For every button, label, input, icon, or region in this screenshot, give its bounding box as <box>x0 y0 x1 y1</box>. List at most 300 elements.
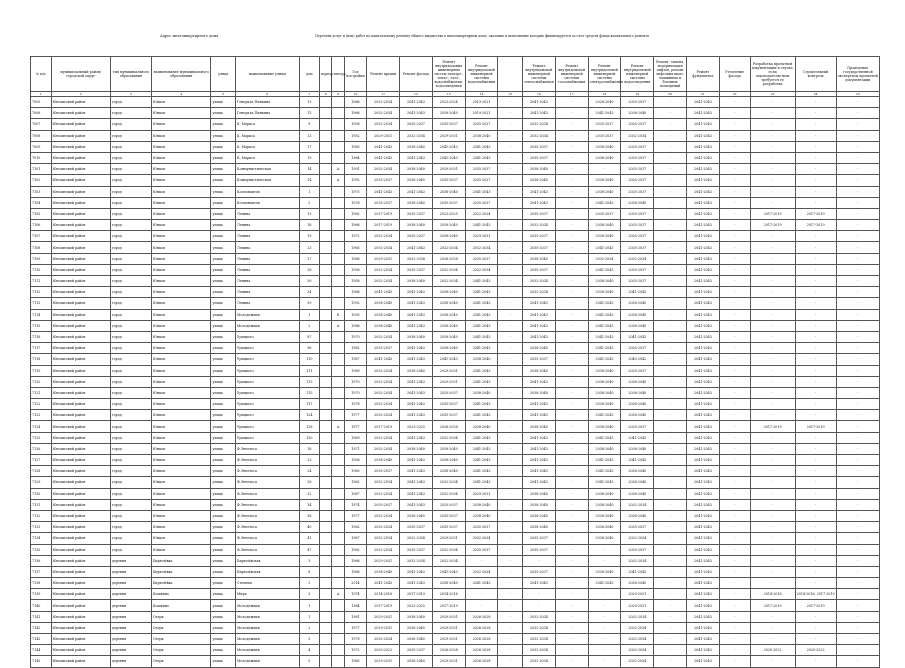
table-cell: 2029-2031 <box>367 611 400 622</box>
table-cell: 2038-2040 <box>400 656 433 667</box>
table-cell: 2038-2040 <box>523 522 556 533</box>
table-cell: 2041-2043 <box>588 264 621 275</box>
table-cell: 2041-2043 <box>687 242 720 253</box>
table-cell: - <box>654 97 687 108</box>
table-cell: 2041-2043 <box>687 443 720 454</box>
table-cell: 2032-2034 <box>432 242 465 253</box>
table-row <box>31 119 880 130</box>
table-cell: 2029-2031 <box>367 656 400 667</box>
table-cell: 2032-2034 <box>367 634 400 645</box>
table-cell: 2028-2040 <box>588 97 621 108</box>
table-cell: 2038-2040 <box>588 443 621 454</box>
table-cell: - <box>719 578 750 589</box>
table-cell: Б <box>332 309 344 320</box>
table-cell: - <box>498 331 523 342</box>
table-cell: 2038-2040 <box>588 376 621 387</box>
table-cell: - <box>555 555 588 566</box>
table-cell: - <box>836 208 879 219</box>
table-cell: Юношеский район <box>51 320 110 331</box>
table-cell: 2035-2037 <box>621 220 654 231</box>
table-cell: 1971 <box>344 443 367 454</box>
table-cell: - <box>836 421 879 432</box>
table-cell: 2035-2037 <box>400 264 433 275</box>
table-row <box>31 276 880 287</box>
table-cell: 1977 <box>344 622 367 633</box>
table-cell: - <box>555 276 588 287</box>
table-cell: Озерк <box>151 622 210 633</box>
table-cell: 2038-2040 <box>400 611 433 622</box>
table-cell <box>332 331 344 342</box>
table-cell: 2038-2040 <box>621 108 654 119</box>
table-cell: - <box>750 544 795 555</box>
table-cell: 2032-2034 <box>400 555 433 566</box>
table-cell: 2041-2043 <box>687 499 720 510</box>
table-cell: улица <box>211 376 236 387</box>
table-cell: улица <box>211 522 236 533</box>
table-cell: улица <box>211 152 236 163</box>
table-cell: Юношеский район <box>51 175 110 186</box>
table-cell: 2038-2040 <box>523 253 556 264</box>
table-cell: Молодежная <box>236 656 300 667</box>
table-cell: Бирюлёвская <box>236 566 300 577</box>
table-cell <box>320 309 332 320</box>
table-cell: 2017-2019 <box>750 600 795 611</box>
table-cell: 7102 <box>31 175 52 186</box>
table-cell: 2041-2043 <box>523 320 556 331</box>
column-number: 13 <box>432 92 465 97</box>
table-cell <box>332 510 344 521</box>
table-cell: - <box>750 287 795 298</box>
table-cell: 3 <box>299 555 320 566</box>
table-cell: Юнков <box>151 443 210 454</box>
table-cell: 2032-2034 <box>432 555 465 566</box>
table-cell <box>332 477 344 488</box>
table-row <box>31 343 880 354</box>
table-cell: 2041-2043 <box>432 354 465 365</box>
table-cell: - <box>498 645 523 656</box>
column-number: 18 <box>588 92 621 97</box>
table-cell: 7130 <box>31 488 52 499</box>
table-cell: - <box>836 376 879 387</box>
table-cell: - <box>555 522 588 533</box>
table-cell: Юнков <box>151 141 210 152</box>
table-cell: 1986 <box>344 320 367 331</box>
table-cell: улица <box>211 645 236 656</box>
table-cell: - <box>795 298 836 309</box>
table-cell: Ленина <box>236 231 300 242</box>
table-cell: 2038-2040 <box>400 164 433 175</box>
table-cell: - <box>836 533 879 544</box>
table-cell: - <box>555 455 588 466</box>
column-header: Ремонт крыши <box>367 57 400 92</box>
table-cell: Юнков <box>151 231 210 242</box>
table-row <box>31 141 880 152</box>
table-cell: - <box>555 421 588 432</box>
table-cell: - <box>795 488 836 499</box>
table-cell: 2032-2034 <box>621 645 654 656</box>
table-cell: Юношеский район <box>51 264 110 275</box>
table-cell: 2038-2040 <box>621 466 654 477</box>
table-cell: - <box>555 242 588 253</box>
table-cell: - <box>498 97 523 108</box>
table-cell: 2038-2040 <box>621 298 654 309</box>
table-cell: 2038-2040 <box>588 533 621 544</box>
table-cell: 2041-2043 <box>523 399 556 410</box>
table-cell: 28 <box>299 264 320 275</box>
table-cell: 2041-2043 <box>400 298 433 309</box>
table-cell: 2029-2031 <box>432 533 465 544</box>
table-cell: Юношеский район <box>51 287 110 298</box>
table-cell: 1958 <box>344 119 367 130</box>
table-cell: деревня <box>110 555 151 566</box>
table-cell: 2038-2040 <box>588 186 621 197</box>
table-cell: - <box>523 589 556 600</box>
table-cell: Юношеский район <box>51 387 110 398</box>
table-cell: 2038-2040 <box>588 387 621 398</box>
column-number: 15 <box>498 92 523 97</box>
table-cell: 32 <box>299 488 320 499</box>
table-cell: город <box>110 231 151 242</box>
table-cell: - <box>750 164 795 175</box>
table-cell: - <box>719 611 750 622</box>
table-cell: улица <box>211 108 236 119</box>
table-cell: 2022-2024 <box>465 208 498 219</box>
table-cell: 1962 <box>344 544 367 555</box>
table-cell: - <box>555 197 588 208</box>
table-cell: - <box>836 141 879 152</box>
table-cell: - <box>555 287 588 298</box>
column-number: 16 <box>523 92 556 97</box>
table-cell <box>320 578 332 589</box>
table-cell: - <box>795 175 836 186</box>
table-cell: - <box>795 376 836 387</box>
table-cell: 2041-2043 <box>465 320 498 331</box>
table-cell: улица <box>211 600 236 611</box>
table-cell: - <box>498 175 523 186</box>
table-row <box>31 566 880 577</box>
table-cell: улица <box>211 656 236 667</box>
table-cell: 2041-2043 <box>400 376 433 387</box>
table-cell: 2041-2043 <box>621 566 654 577</box>
table-row <box>31 253 880 264</box>
table-cell: 2029-2031 <box>432 164 465 175</box>
table-cell: 2041-2043 <box>367 152 400 163</box>
table-cell: К. Маркса <box>236 152 300 163</box>
table-cell: - <box>588 555 621 566</box>
table-cell: 2041-2043 <box>400 320 433 331</box>
table-cell: 1972 <box>344 231 367 242</box>
table-cell: - <box>654 387 687 398</box>
table-cell: Юношеский район <box>51 253 110 264</box>
table-cell: Ленина <box>236 242 300 253</box>
table-cell: 2041-2043 <box>687 175 720 186</box>
table-cell: 2038-2040 <box>432 186 465 197</box>
table-cell <box>320 231 332 242</box>
table-cell: 2041-2043 <box>687 130 720 141</box>
table-cell: - <box>654 152 687 163</box>
table-cell <box>320 522 332 533</box>
table-cell: 2032-2034 <box>367 231 400 242</box>
table-cell: - <box>654 477 687 488</box>
table-cell: - <box>795 253 836 264</box>
table-cell: 2041-2043 <box>687 555 720 566</box>
table-cell: - <box>750 656 795 667</box>
table-cell: - <box>498 298 523 309</box>
table-cell: 2041-2043 <box>367 287 400 298</box>
table-cell: 2014 <box>344 578 367 589</box>
table-cell: 2038-2040 <box>621 197 654 208</box>
table-cell: 2038-2040 <box>621 399 654 410</box>
table-cell: Юношеский район <box>51 544 110 555</box>
table-cell: Ф.Энгельса <box>236 499 300 510</box>
table-cell: 113 <box>299 376 320 387</box>
table-cell <box>332 186 344 197</box>
table-cell: 2038-2040 <box>588 231 621 242</box>
table-cell: - <box>795 164 836 175</box>
table-cell: Юношеский район <box>51 634 110 645</box>
table-cell: город <box>110 309 151 320</box>
table-cell: 2041-2043 <box>523 432 556 443</box>
table-cell: город <box>110 220 151 231</box>
table-cell: 2041-2043 <box>687 152 720 163</box>
column-number: 14 <box>465 92 498 97</box>
table-cell: Юношеский район <box>51 365 110 376</box>
table-cell: Юнков <box>151 455 210 466</box>
table-cell: 2035-2037 <box>367 466 400 477</box>
table-cell: - <box>498 656 523 667</box>
table-cell: - <box>795 186 836 197</box>
table-cell: Юнков <box>151 309 210 320</box>
table-cell: - <box>498 634 523 645</box>
table-cell: - <box>654 589 687 600</box>
table-cell: 2035-2037 <box>523 566 556 577</box>
table-cell: 2041-2043 <box>523 443 556 454</box>
table-cell: 23 <box>299 455 320 466</box>
table-cell: 1965 <box>344 141 367 152</box>
table-cell: 2023-2025 <box>400 421 433 432</box>
table-cell: 2041-2043 <box>523 376 556 387</box>
table-cell: - <box>654 186 687 197</box>
table-cell: Ф.Энгельса <box>236 533 300 544</box>
table-cell: 2038-2040 <box>588 220 621 231</box>
table-cell <box>332 555 344 566</box>
table-cell: - <box>555 220 588 231</box>
table-cell: улица <box>211 130 236 141</box>
table-cell: - <box>498 455 523 466</box>
table-cell: 2038-2040 <box>621 510 654 521</box>
table-cell: Молодежная <box>236 634 300 645</box>
column-header: улица <box>211 57 236 92</box>
table-cell: 2026-2028 <box>465 611 498 622</box>
table-cell: 1962 <box>344 522 367 533</box>
table-cell: 1952 <box>344 130 367 141</box>
table-cell: 2038-2040 <box>432 231 465 242</box>
table-cell: 2035-2037 <box>465 544 498 555</box>
table-cell: улица <box>211 231 236 242</box>
table-cell: 17 <box>299 141 320 152</box>
table-cell <box>320 320 332 331</box>
table-cell <box>332 119 344 130</box>
table-cell: Генерала Пинкина <box>236 108 300 119</box>
table-cell: улица <box>211 387 236 398</box>
table-cell: 2035-2037 <box>621 97 654 108</box>
table-cell: 2038-2040 <box>621 309 654 320</box>
table-cell: - <box>795 264 836 275</box>
table-cell: - <box>654 175 687 186</box>
table-cell: улица <box>211 510 236 521</box>
table-cell: 8 <box>299 566 320 577</box>
table-cell: 2038-2040 <box>367 566 400 577</box>
table-cell: А <box>332 164 344 175</box>
table-cell: 2038-2040 <box>621 320 654 331</box>
column-header: Год постройки <box>344 57 367 92</box>
table-cell: город <box>110 108 151 119</box>
table-cell: 1981 <box>344 611 367 622</box>
table-cell: Юношеский район <box>51 566 110 577</box>
table-cell: 2041-2043 <box>687 253 720 264</box>
table-row <box>31 622 880 633</box>
table-cell: - <box>836 510 879 521</box>
column-header: Ремонт, замена, модернизация лифтов, ремонт лифтовых шахт, машинных и блочных помещений <box>654 57 687 92</box>
table-cell: - <box>719 130 750 141</box>
table-cell: улица <box>211 499 236 510</box>
table-cell: 2041-2043 <box>687 578 720 589</box>
table-cell: город <box>110 287 151 298</box>
table-cell: - <box>836 455 879 466</box>
table-cell: - <box>719 477 750 488</box>
table-cell: Урицкого <box>236 410 300 421</box>
table-row <box>31 600 880 611</box>
table-cell: 7107 <box>31 231 52 242</box>
table-cell: - <box>719 455 750 466</box>
table-cell: 7120 <box>31 376 52 387</box>
table-cell: Юнков <box>151 186 210 197</box>
table-cell: 7101 <box>31 164 52 175</box>
table-cell: - <box>555 656 588 667</box>
table-cell: 2014-2016 <box>367 589 400 600</box>
table-cell: 2035-2037 <box>621 264 654 275</box>
table-cell: 1966 <box>344 97 367 108</box>
table-cell: - <box>795 544 836 555</box>
table-cell: - <box>750 510 795 521</box>
table-cell: город <box>110 399 151 410</box>
table-row <box>31 231 880 242</box>
table-cell: 2038-2040 <box>621 410 654 421</box>
table-cell: - <box>498 309 523 320</box>
table-cell: 2038-2040 <box>432 320 465 331</box>
table-cell: 2017-2019 <box>795 600 836 611</box>
table-cell: - <box>498 164 523 175</box>
table-cell <box>320 365 332 376</box>
table-cell: Юнков <box>151 298 210 309</box>
table-row <box>31 488 880 499</box>
table-cell <box>320 410 332 421</box>
table-cell: 117 <box>299 399 320 410</box>
table-cell: 2032-2034 <box>367 376 400 387</box>
table-cell: деревня <box>110 634 151 645</box>
table-cell: Юнков <box>151 522 210 533</box>
table-cell: 7006 <box>31 108 52 119</box>
table-cell: Ф.Энгельса <box>236 544 300 555</box>
table-cell: Юношеский район <box>51 399 110 410</box>
table-cell: 2041-2043 <box>400 387 433 398</box>
table-cell: 2032-2034 <box>621 499 654 510</box>
table-cell: город <box>110 197 151 208</box>
column-number: 10 <box>344 92 367 97</box>
table-cell: 7114 <box>31 309 52 320</box>
table-cell: 7140 <box>31 600 52 611</box>
table-cell: 2041-2043 <box>432 141 465 152</box>
table-cell: 1975 <box>344 186 367 197</box>
table-cell: 2041-2043 <box>687 600 720 611</box>
table-cell: 2041-2043 <box>687 365 720 376</box>
table-cell: Ленина <box>236 208 300 219</box>
table-cell: деревня <box>110 611 151 622</box>
table-cell: 2032-2034 <box>432 276 465 287</box>
table-cell: - <box>498 152 523 163</box>
table-cell: 2032-2034 <box>523 656 556 667</box>
table-cell: 2041-2043 <box>687 421 720 432</box>
table-cell: 2035-2037 <box>400 522 433 533</box>
table-cell: - <box>654 455 687 466</box>
table-cell <box>320 466 332 477</box>
table-cell: 2035-2037 <box>432 522 465 533</box>
table-cell: 2020-2022 <box>795 645 836 656</box>
table-cell: - <box>654 645 687 656</box>
table-cell: 2041-2043 <box>588 343 621 354</box>
table-cell: 2035-2037 <box>465 197 498 208</box>
table-cell: Юношеский район <box>51 97 110 108</box>
table-cell: 13 <box>299 97 320 108</box>
table-cell: - <box>836 387 879 398</box>
table-cell: - <box>498 108 523 119</box>
table-cell: Юношеский район <box>51 152 110 163</box>
table-cell: город <box>110 421 151 432</box>
table-cell: 2032-2034 <box>367 477 400 488</box>
table-cell: город <box>110 443 151 454</box>
table-cell: - <box>795 197 836 208</box>
table-cell: 2014-2016 <box>750 589 795 600</box>
table-cell <box>332 242 344 253</box>
table-cell: - <box>719 410 750 421</box>
table-cell <box>320 331 332 342</box>
table-cell: 2041-2043 <box>687 376 720 387</box>
table-cell: 2041-2043 <box>687 309 720 320</box>
table-cell: - <box>719 544 750 555</box>
table-cell: 2041-2043 <box>588 455 621 466</box>
table-cell: 2041-2043 <box>400 108 433 119</box>
table-cell <box>320 387 332 398</box>
table-cell <box>320 197 332 208</box>
table-cell: - <box>654 197 687 208</box>
table-cell: - <box>795 141 836 152</box>
table-cell <box>320 589 332 600</box>
table-cell: 2041-2043 <box>400 399 433 410</box>
table-cell: 2032-2034 <box>367 264 400 275</box>
table-cell: - <box>555 466 588 477</box>
table-cell: 2035-2037 <box>367 197 400 208</box>
table-cell: 7132 <box>31 510 52 521</box>
table-row <box>31 544 880 555</box>
table-cell: Юнков <box>151 432 210 443</box>
table-cell: Юношеский район <box>51 354 110 365</box>
table-cell: 2041-2043 <box>465 466 498 477</box>
table-cell: - <box>750 555 795 566</box>
table-cell: 2041-2043 <box>687 645 720 656</box>
table-cell: 2032-2034 <box>367 432 400 443</box>
table-cell <box>320 354 332 365</box>
table-cell: - <box>654 466 687 477</box>
